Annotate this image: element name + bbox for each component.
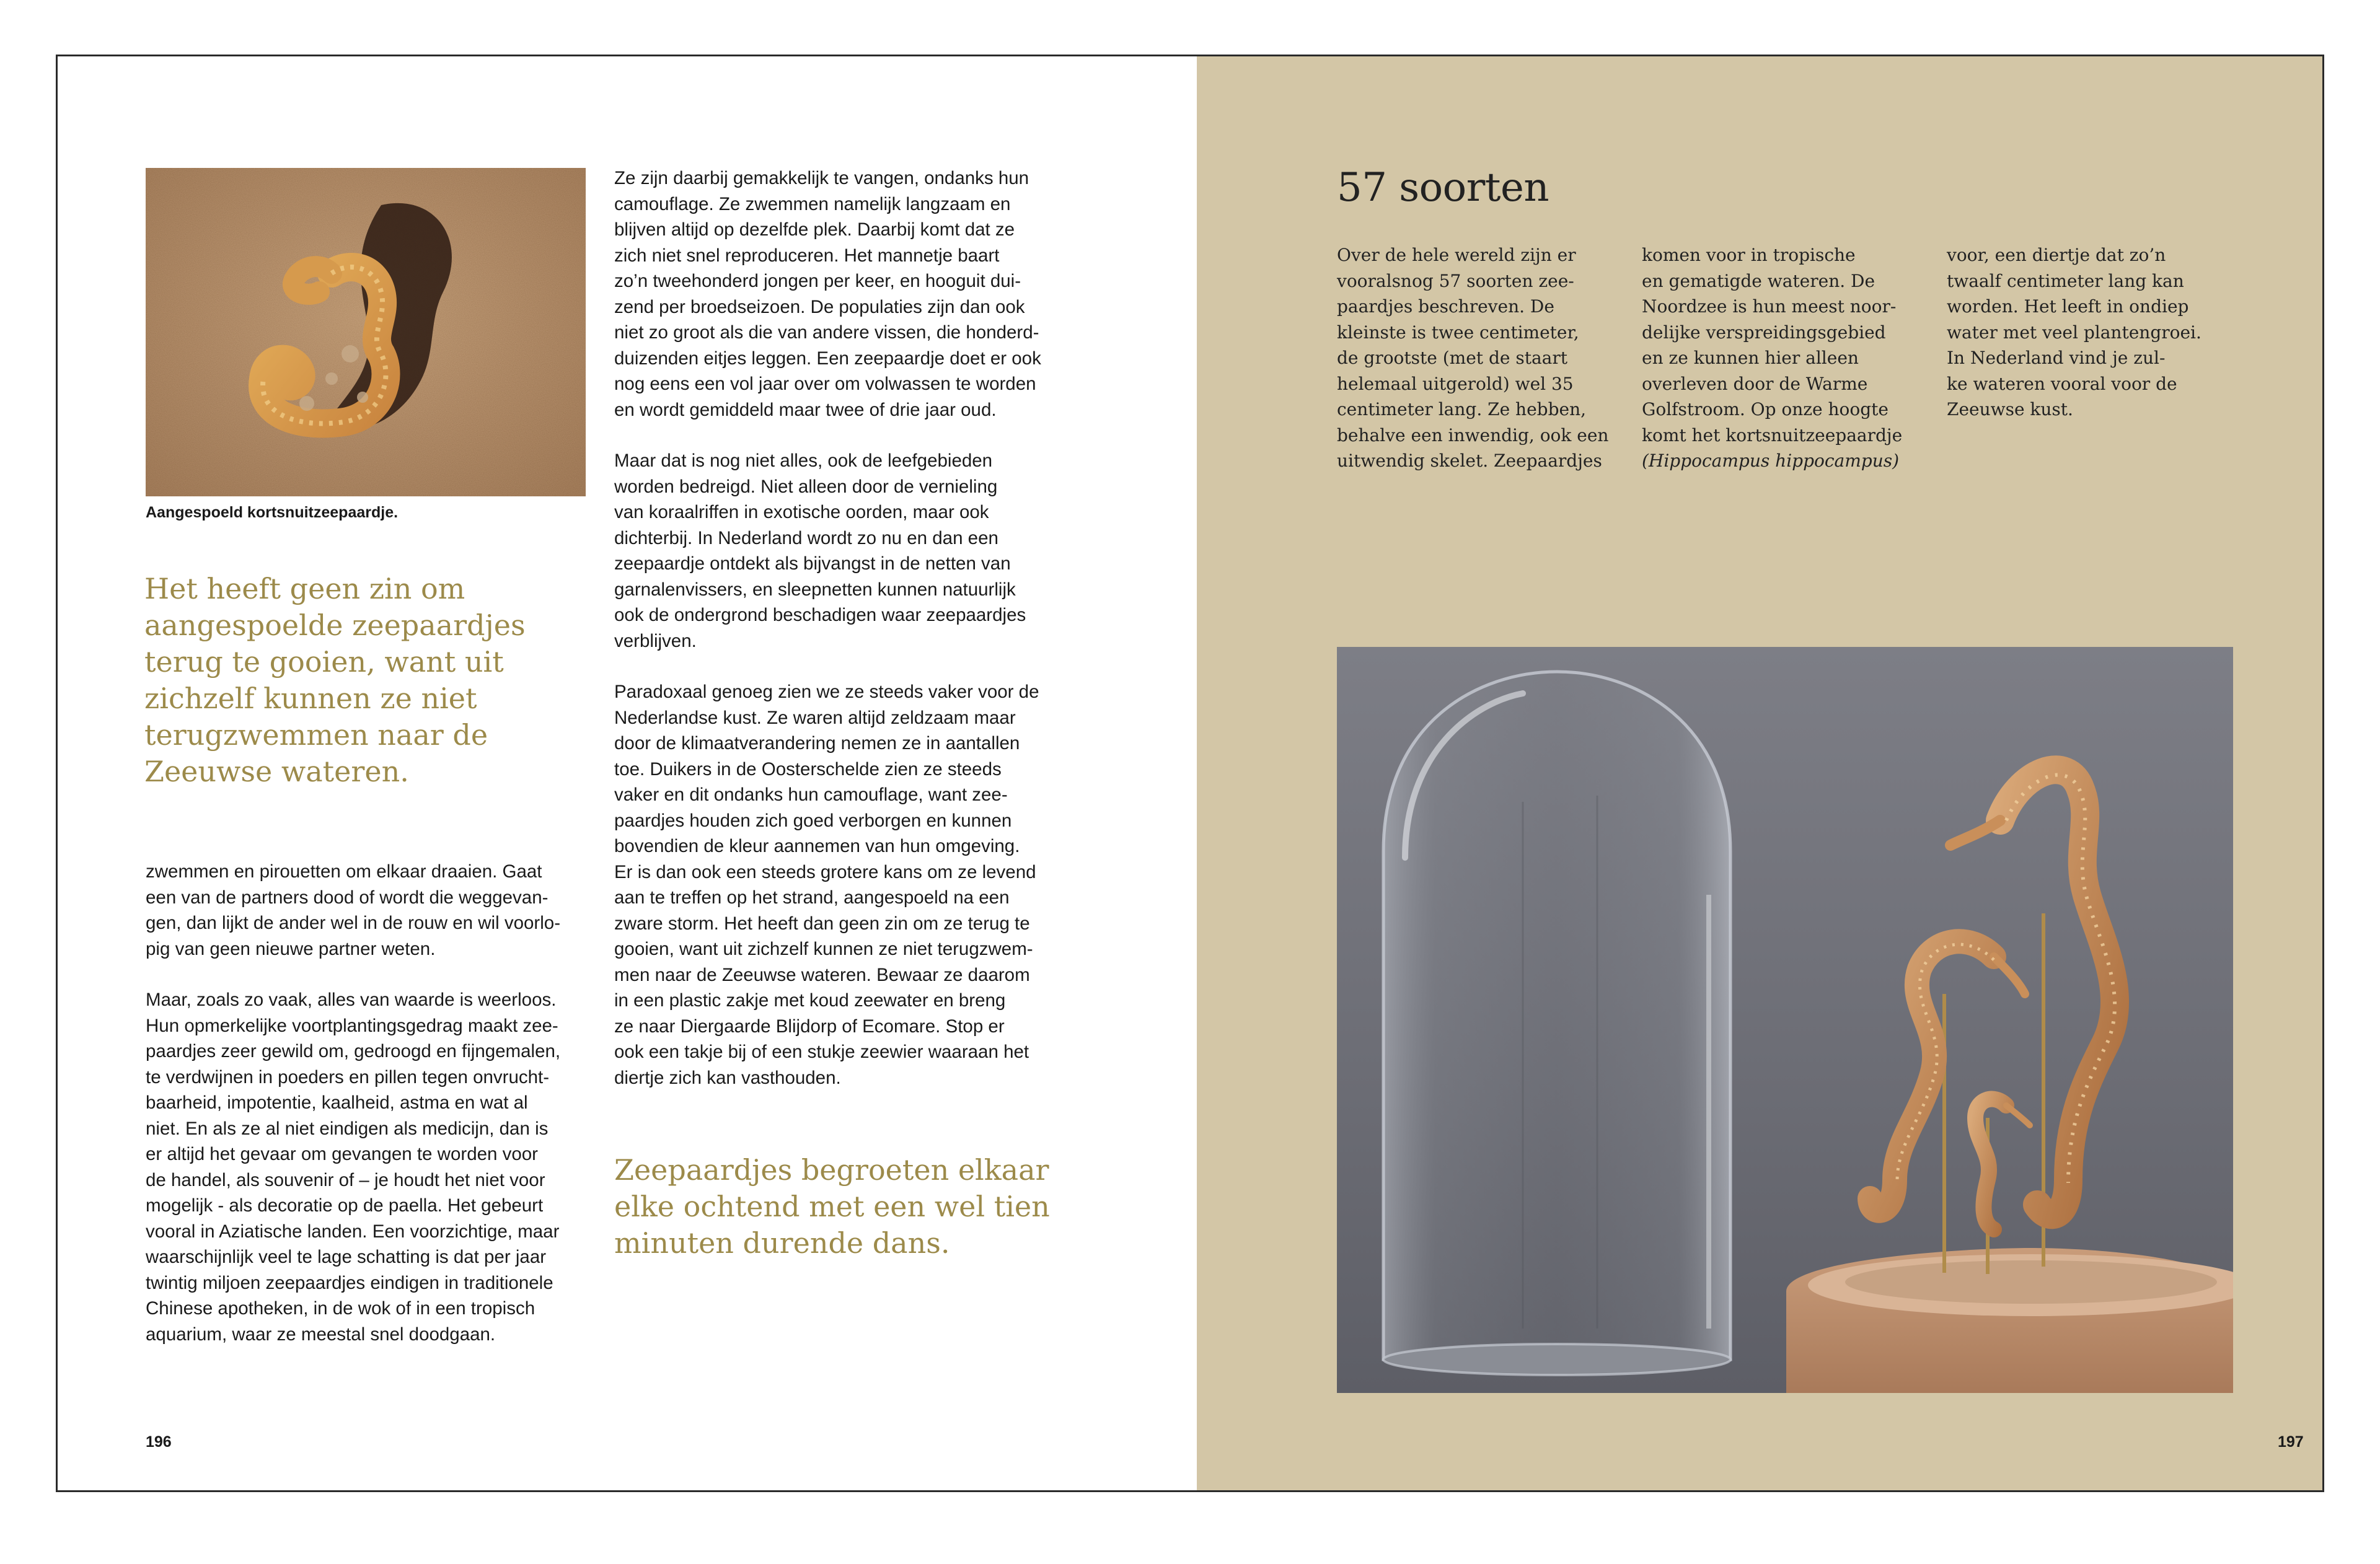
text-line: In Nederland vind je zul- [1947, 348, 2166, 368]
text-line: en gematigde wateren. De [1642, 270, 1875, 291]
text-line: diertje zich kan vasthouden. [614, 1067, 841, 1088]
text-line: gooien, want uit zichzelf kunnen ze niet terugzwem- [614, 939, 1033, 959]
text-line: camouflage. Ze zwemmen namelijk langzaam en [614, 193, 1011, 214]
text-line: ke wateren vooral voor de [1947, 373, 2177, 394]
text-line: vaker en dit ondanks hun camouflage, want zee- [614, 784, 1008, 805]
text-line: komen voor in tropische [1642, 245, 1856, 265]
text-line: ze naar Diergaarde Blijdorp of Ecomare. Stop er [614, 1016, 1005, 1037]
text-line: Er is dan ook een steeds grotere kans om ze levend [614, 861, 1036, 882]
text-line: zware storm. Het heeft dan geen zin om ze terug te [614, 913, 1030, 934]
text-line: bovendien de kleur aannemen van hun omgeving. [614, 836, 1020, 856]
text-line: een van de partners dood of wordt die weggevan- [146, 887, 549, 908]
text-line: gen, dan lijkt de ander wel in de rouw en wil voorlo- [146, 913, 561, 933]
page-number-right: 197 [2278, 1433, 2304, 1451]
text-line: helemaal uitgerold) wel 35 [1337, 373, 1574, 394]
text-line: pig van geen nieuwe partner weten. [146, 938, 436, 959]
text-line: de handel, als souvenir of – je houdt het niet voor [146, 1169, 545, 1190]
left-body-column-2 [614, 165, 1073, 1116]
text-line: blijven altijd op dezelfde plek. Daarbij komt dat ze [614, 219, 1015, 240]
text-line: de grootste (met de staart [1337, 348, 1567, 368]
text-line: vooral in Aziatische landen. Een voorzichtige, maar [146, 1221, 560, 1242]
left-page [58, 56, 1197, 1490]
text-line: baarheid, impotentie, kaalheid, astma en wat al [146, 1092, 528, 1113]
text-line: garnalenvissers, en sleepnetten kunnen natuurlijk [614, 579, 1016, 600]
text-line: water met veel plantengroei. [1947, 322, 2202, 343]
text-line: Zeeuwse kust. [1947, 399, 2073, 420]
text-line: men naar de Zeeuwse wateren. Bewaar ze daarom [614, 964, 1030, 985]
text-line: Maar, zoals zo vaak, alles van waarde is weerloos. [146, 990, 557, 1010]
right-text-column-1 [1337, 242, 1628, 474]
text-line: aan te treffen op het strand, aangespoeld na een [614, 887, 1010, 908]
photo-stranded-seahorse [146, 168, 586, 496]
text-line: zend per broedseizoen. De populaties zijn dan ook [614, 296, 1025, 317]
paragraph [146, 859, 592, 962]
photo-caption: Aangespoeld kortsnuitzeepaardje. [146, 504, 399, 521]
pull-quote-1: Het heeft geen zin om aangespoelde zeepaardjes terug te gooien, want uit zichzelf kunnen ze niet terugzwemmen naar de Zeeuwse wateren. [144, 572, 526, 788]
left-body-column-1 [146, 859, 592, 1373]
text-line: Over de hele wereld zijn er [1337, 245, 1576, 265]
book-spread [56, 55, 2324, 1492]
text-line: Hun opmerkelijke voortplantingsgedrag maakt zee- [146, 1015, 558, 1036]
text-line: voor, een diertje dat zo’n [1947, 245, 2166, 265]
text-line: nog eens een vol jaar over om volwassen te worden [614, 374, 1036, 394]
text-line: komt het kortsnuitzeepaardje [1642, 424, 1903, 446]
text-line: ook een takje bij of een stukje zeewier waaraan het [614, 1042, 1029, 1062]
text-line: zich niet snel reproduceren. Het mannetje baart [614, 245, 1000, 266]
paragraph [614, 448, 1073, 654]
text-line: aquarium, waar ze meestal snel doodgaan. [146, 1324, 496, 1345]
text-line: behalve een inwendig, ook een [1337, 424, 1609, 446]
text-line: Ze zijn daarbij gemakkelijk te vangen, ondanks hun [614, 168, 1029, 188]
scientific-name: (Hippocampus hippocampus) [1642, 450, 1900, 471]
text-line: worden. Het leeft in ondiep [1947, 296, 2189, 317]
text-line: van koraalriffen in exotische oorden, maar ook [614, 502, 989, 522]
text-line: mogelijk - als decoratie op de paella. Het gebeurt [146, 1195, 544, 1216]
photo-dried-seahorses-glass-dome [1337, 647, 2233, 1393]
text-line: Noordzee is hun meest noor- [1642, 296, 1897, 317]
text-line: te verdwijnen in poeders en pillen tegen onvrucht- [146, 1066, 550, 1087]
text-line: twintig miljoen zeepaardjes eindigen in traditionele [146, 1272, 553, 1293]
text-line: in een plastic zakje met koud zeewater en breng [614, 990, 1006, 1011]
right-text-column-3 [1947, 242, 2238, 423]
text-line: paardjes zeer gewild om, gedroogd en fijngemalen, [146, 1041, 561, 1061]
page-number-left: 196 [146, 1433, 172, 1451]
text-line: worden bedreigd. Niet alleen door de vernieling [614, 476, 998, 497]
text-line: overleven door de Warme [1642, 373, 1868, 394]
text-line: niet zo groot als die van andere vissen, die honderd- [614, 322, 1039, 343]
text-line: zo’n tweehonderd jongen per keer, en hooguit dui- [614, 271, 1021, 291]
text-line: delijke verspreidingsgebied [1642, 322, 1886, 343]
text-line: niet. En als ze al niet eindigen als medicijn, dan is [146, 1118, 549, 1139]
section-title: 57 soorten [1337, 165, 1549, 211]
text-line: toe. Duikers in de Oosterschelde zien ze steeds [614, 758, 1002, 780]
text-line: duizenden eitjes leggen. Een zeepaardje doet er ook [614, 348, 1041, 369]
text-line: paardjes beschreven. De [1337, 296, 1554, 317]
text-line: verblijven. [614, 630, 697, 651]
right-text-column-2 [1642, 242, 1933, 474]
text-line: Paradoxaal genoeg zien we ze steeds vaker voor de [614, 682, 1039, 702]
text-line: twaalf centimeter lang kan [1947, 270, 2184, 291]
text-line: zwemmen en pirouetten om elkaar draaien. Gaat [146, 861, 542, 882]
text-line: en wordt gemiddeld maar twee of drie jaar oud. [614, 399, 997, 420]
text-line: vooralsnog 57 soorten zee- [1337, 270, 1574, 291]
text-line: er altijd het gevaar om gevangen te worden voor [146, 1144, 538, 1164]
text-line: waarschijnlijk veel te lage schatting is dat per jaar [146, 1247, 547, 1267]
paragraph [614, 165, 1073, 423]
text-line: en ze kunnen hier alleen [1642, 348, 1859, 368]
paragraph [146, 987, 592, 1347]
paragraph [614, 679, 1073, 1091]
text-line: centimeter lang. Ze hebben, [1337, 399, 1587, 420]
text-line: Golfstroom. Op onze hoogte [1642, 399, 1889, 420]
text-line: uitwendig skelet. Zeepaardjes [1337, 450, 1602, 471]
text-line: Maar dat is nog niet alles, ook de leefgebieden [614, 450, 993, 471]
text-line: Nederlandse kust. Ze waren altijd zeldzaam maar [614, 707, 1016, 728]
text-line: paardjes houden zich goed verborgen en kunnen [614, 810, 1012, 831]
right-page [1197, 56, 2324, 1490]
text-line: kleinste is twee centimeter, [1337, 322, 1579, 343]
text-line: door de klimaatverandering nemen ze in aantallen [614, 733, 1020, 753]
text-line: zeepaardje ontdekt als bijvangst in de netten van [614, 553, 1011, 574]
text-line: ook de ondergrond beschadigen waar zeepaardjes [614, 605, 1026, 625]
pull-quote-2: Zeepaardjes begroeten elkaar elke ochtend met een wel tien minuten durende dans. [614, 1153, 1050, 1260]
text-line: Chinese apotheken, in de wok of in een tropisch [146, 1298, 536, 1319]
text-line: dichterbij. In Nederland wordt zo nu en dan een [614, 527, 998, 548]
